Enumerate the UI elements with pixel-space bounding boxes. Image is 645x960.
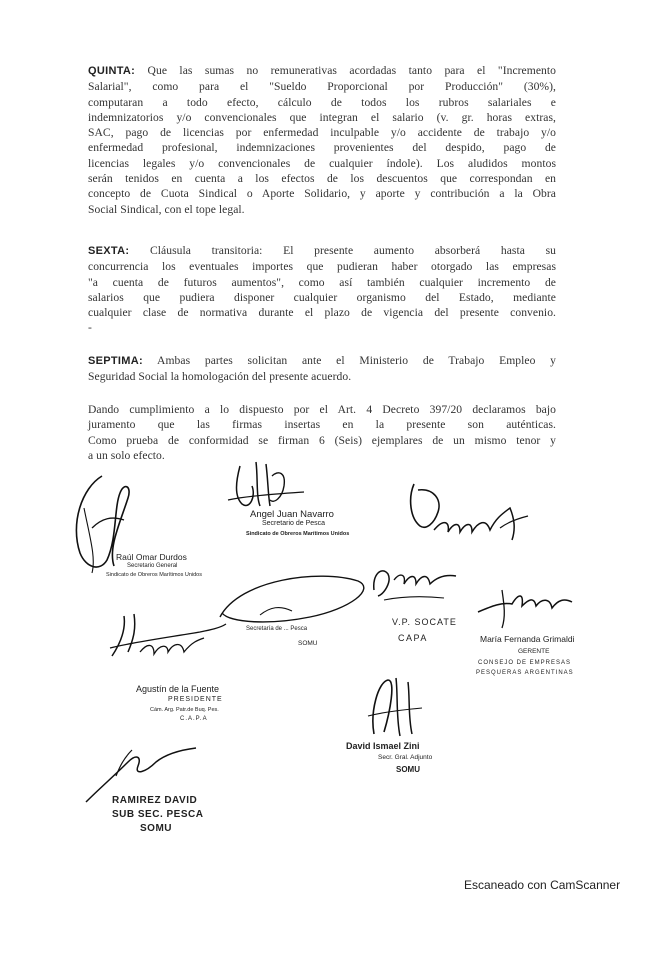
signature-capa xyxy=(364,560,464,605)
clause-text: cualquier clase de normativa durante el plazo de vigencia del presente convenio. xyxy=(88,306,556,320)
clause-text: a un solo efecto. xyxy=(88,448,165,462)
signature-unnamed-right xyxy=(404,478,534,553)
clause-text: Salarial", como para el "Sueldo Proporcional por Producción" (30%), xyxy=(88,80,556,94)
clause-text: Cláusula transitoria: El presente aumento absorberá hasta su xyxy=(149,244,556,257)
clause-cierre xyxy=(88,402,556,463)
ramirez-name: RAMIREZ DAVID xyxy=(112,795,198,806)
durdos-org: Sindicato de Obreros Marítimos Unidos xyxy=(106,572,202,578)
scanner-watermark: Escaneado con CamScanner xyxy=(464,878,621,892)
clause-line xyxy=(88,110,556,125)
clause-line xyxy=(88,243,556,259)
zini-name: David Ismael Zini xyxy=(346,741,420,751)
clause-text: enfermedad profesional, indemnizaciones provenientes del despido, pago de xyxy=(88,141,556,155)
ramirez-title: SUB SEC. PESCA xyxy=(112,809,204,820)
grimaldi-org2: PESQUERAS ARGENTINAS xyxy=(476,670,574,676)
grimaldi-name: María Fernanda Grimaldi xyxy=(480,634,575,644)
navarro-name: Angel Juan Navarro xyxy=(250,509,334,520)
signature-navarro xyxy=(226,456,306,516)
clause-text: Ambas partes solicitan ante el Ministerio de Trabajo Empleo y xyxy=(157,354,556,367)
clause-quinta xyxy=(88,63,556,217)
middle-stamp-line2: SOMU xyxy=(298,640,318,647)
grimaldi-title: GERENTE xyxy=(518,648,550,655)
clause-text: licencias legales y/o convencionales de cualquier índole). Los aludidos montos xyxy=(88,156,556,170)
clause-line xyxy=(88,202,556,217)
zini-title: Secr. Gral. Adjunto xyxy=(378,754,433,761)
clause-heading: QUINTA: xyxy=(88,65,136,77)
clause-line xyxy=(88,171,556,186)
grimaldi-org1: CONSEJO DE EMPRESAS xyxy=(478,660,572,666)
clause-text: Seguridad Social la homologación del presente acuerdo. xyxy=(88,370,352,384)
delafuente-title: PRESIDENTE xyxy=(168,696,223,703)
clause-text: SAC, pago de licencias por enfermedad inculpable y/o accidente de trabajo y/o xyxy=(88,126,556,140)
clause-text: "a cuenta de futuros aumentos", como así también cualquier incremento de xyxy=(88,275,556,289)
clause-text: concurrencia los eventuales importes que pudieran haber otorgado las empresas xyxy=(88,260,556,274)
zini-org: SOMU xyxy=(396,765,420,774)
clause-text: juramento que las firmas insertas en la presente son auténticas. xyxy=(88,418,556,432)
clause-line xyxy=(88,79,556,94)
clause-line xyxy=(88,320,556,335)
clause-line xyxy=(88,305,556,320)
clause-heading: SEPTIMA: xyxy=(88,355,143,367)
delafuente-org2: C.A.P.A xyxy=(180,716,208,722)
middle-stamp-line1: Secretaría de ... Pesca xyxy=(246,626,308,632)
clause-text: Dando cumplimiento a lo dispuesto por el Art. 4 Decreto 397/20 declaramos bajo xyxy=(88,403,556,416)
clause-line xyxy=(88,156,556,171)
ramirez-org: SOMU xyxy=(140,823,172,834)
clause-text: salarios que pudiera disponer cualquier organismo del Estado, mediante xyxy=(88,290,556,304)
clause-text: concepto de Cuota Sindical o Aporte Solidario, y aporte y contribución a la Obra xyxy=(88,187,556,201)
capa-handwritten-line2: CAPA xyxy=(398,633,428,643)
clause-sexta xyxy=(88,243,556,336)
clause-line xyxy=(88,95,556,110)
signature-left-middle xyxy=(104,608,229,663)
clause-line xyxy=(88,369,556,384)
signature-zini xyxy=(360,672,430,742)
navarro-org: Sindicato de Obreros Marítimos Unidos xyxy=(246,531,350,537)
clause-heading: SEXTA: xyxy=(88,245,130,257)
durdos-title: Secretario General xyxy=(127,563,178,569)
signature-grimaldi xyxy=(472,582,582,632)
clause-text: serán tenidos en cuenta a los efectos de los descuentos que correspondan en xyxy=(88,172,556,186)
clause-line xyxy=(88,353,556,369)
clause-line xyxy=(88,433,556,448)
clause-text: indemnizatorios y/o convencionales que integran el salario (v. gr. horas extras, xyxy=(88,110,556,124)
clause-septima xyxy=(88,353,556,385)
clause-line xyxy=(88,417,556,432)
clause-text: computaran a todo efecto, cálculo de todos los rubros salariales e xyxy=(88,95,556,109)
clause-line xyxy=(88,290,556,305)
durdos-name: Raúl Omar Durdos xyxy=(116,552,187,562)
clause-line xyxy=(88,259,556,274)
delafuente-name: Agustín de la Fuente xyxy=(136,684,220,694)
clause-line xyxy=(88,275,556,290)
clause-text: Social Sindical, con el tope legal. xyxy=(88,202,245,216)
clause-line xyxy=(88,402,556,417)
clause-text: - xyxy=(88,321,92,335)
clause-line xyxy=(88,63,556,79)
clause-text: Que las sumas no remunerativas acordadas tanto para el "Incremento xyxy=(147,64,556,77)
capa-handwritten-line1: V.P. SOCATE xyxy=(392,617,457,627)
delafuente-org1: Cám. Arg. Patr.de Buq. Pes. xyxy=(150,707,219,713)
navarro-title: Secretario de Pesca xyxy=(262,520,326,527)
clause-line xyxy=(88,140,556,155)
clause-line xyxy=(88,125,556,140)
clause-text: Como prueba de conformidad se firman 6 (Seis) ejemplares de un mismo tenor y xyxy=(88,433,556,447)
clause-line xyxy=(88,448,556,463)
clause-line xyxy=(88,186,556,201)
